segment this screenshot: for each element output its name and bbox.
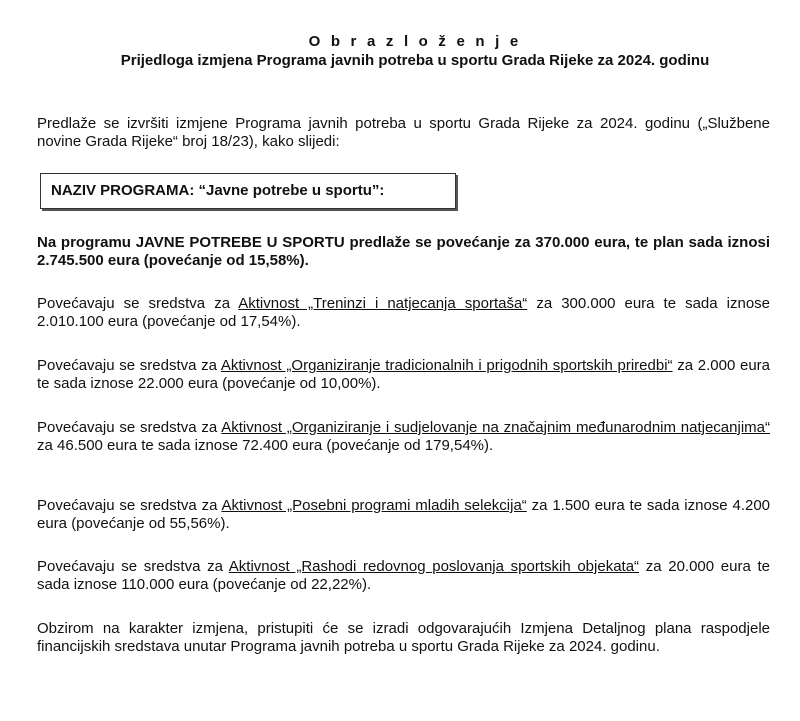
change-paragraph-3 xyxy=(37,419,770,455)
document-subtitle: Prijedloga izmjena Programa javnih potreba u sportu Grada Rijeke za 2024. godinu xyxy=(120,52,710,69)
change-suffix: za 2.000 eura te sada iznose 22.000 eura (povećanje od 10,00%). xyxy=(37,357,771,392)
activity-name: Aktivnost „Organiziranje i sudjelovanje na značajnim međunarodnim natjecanjima“ xyxy=(221,419,770,436)
document-title: O b r a z l o ž e n j e xyxy=(308,33,522,50)
change-paragraph-2 xyxy=(37,357,770,393)
change-suffix: za 20.000 eura te sada iznose 110.000 eura (povećanje od 22,22%). xyxy=(37,558,770,593)
activity-name: Aktivnost „Organiziranje tradicionalnih i prigodnih sportskih priredbi“ xyxy=(220,357,673,374)
change-paragraph-5 xyxy=(37,558,770,594)
change-suffix: za 46.500 eura te sada iznose 72.400 eura (povećanje od 179,54%). xyxy=(37,437,494,454)
activity-name: Aktivnost „Rashodi redovnog poslovanja sportskih objekata“ xyxy=(228,558,640,575)
intro-paragraph: Predlaže se izvršiti izmjene Programa javnih potreba u sportu Grada Rijeke za 2024. godinu („Službene novine Grada Rijeke“ broj 18/23), kako slijedi: xyxy=(37,115,770,150)
closing-paragraph: Obzirom na karakter izmjena, pristupiti će se izradi odgovarajućih Izmjena Detaljnog plana raspodjele financijskih sredstava unutar Programa javnih potreba u sportu Grada Rijeke za 2024. godinu. xyxy=(37,620,770,655)
change-prefix: Povećavaju se sredstva za xyxy=(37,357,221,374)
activity-name: Aktivnost „Treninzi i natjecanja sportaša“ xyxy=(238,295,528,312)
change-suffix: za 300.000 eura te sada iznose 2.010.100 eura (povećanje od 17,54%). xyxy=(37,295,770,330)
activity-name: Aktivnost „Posebni programi mladih selekcija“ xyxy=(221,497,527,514)
summary-paragraph: Na programu JAVNE POTREBE U SPORTU predlaže se povećanje za 370.000 eura, te plan sada iznosi 2.745.500 eura (povećanje od 15,58%). xyxy=(37,234,770,269)
change-prefix: Povećavaju se sredstva za xyxy=(37,497,222,514)
program-name-box: NAZIV PROGRAMA: “Javne potrebe u sportu”: xyxy=(40,173,456,209)
change-prefix: Povećavaju se sredstva za xyxy=(37,295,239,312)
change-prefix: Povećavaju se sredstva za xyxy=(37,558,229,575)
change-prefix: Povećavaju se sredstva za xyxy=(37,419,222,436)
change-suffix: za 1.500 eura te sada iznose 4.200 eura (povećanje od 55,56%). xyxy=(37,497,771,532)
change-paragraph-4 xyxy=(37,497,770,533)
change-paragraph-1 xyxy=(37,295,770,331)
